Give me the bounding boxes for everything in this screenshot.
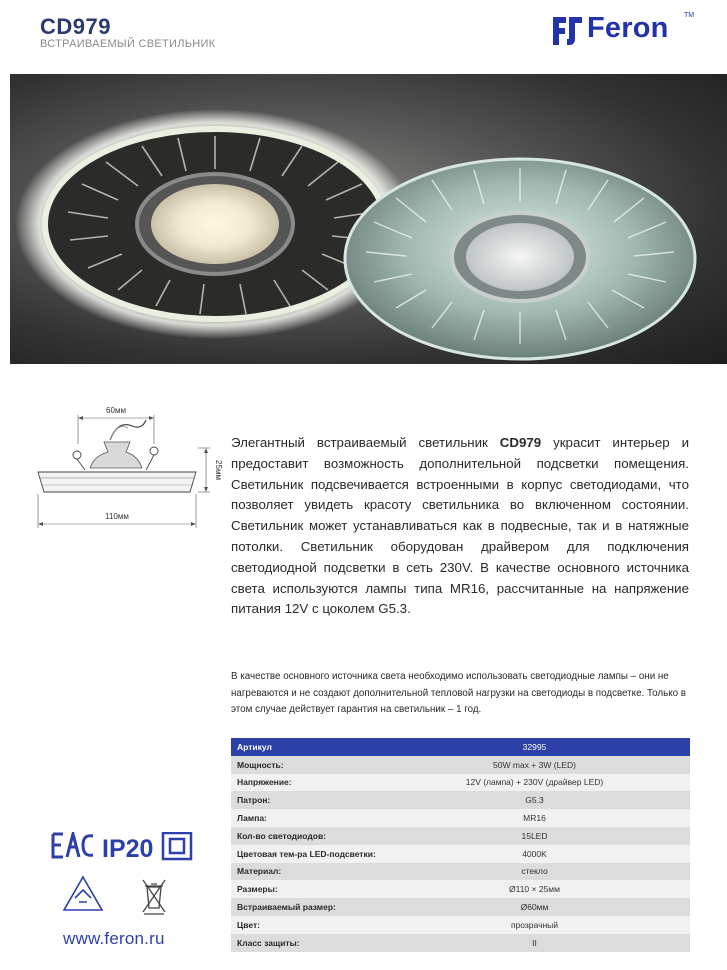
spec-label: Артикул (231, 738, 413, 756)
specs-row (231, 916, 690, 934)
spec-label: Размеры: (231, 880, 413, 898)
dim-label-25: 25мм (214, 460, 223, 480)
unlit-fixture (345, 159, 695, 359)
spec-value: 15LED (413, 827, 690, 845)
description-para1: украсит интерьер и предоставит возможность дополнительной подсветки помещения. Светильник подсвечивается встроенными в корпус светодиодами, что позволяет увидеть красоту светильника во включенном состоянии. (231, 435, 689, 513)
product-photo (10, 74, 727, 364)
spec-value: G5.3 (413, 791, 690, 809)
spec-value: MR16 (413, 809, 690, 827)
product-subtitle: ВСТРАИВАЕМЫЙ СВЕТИЛЬНИК (40, 38, 216, 50)
spec-value: Ø110 × 25мм (413, 880, 690, 898)
specs-row (231, 934, 690, 952)
spec-label: Встраиваемый размер: (231, 898, 413, 916)
specs-row (231, 845, 690, 863)
specs-row (231, 756, 690, 774)
spec-value: Ø60мм (413, 898, 690, 916)
warranty-note: В качестве основного источника света необходимо использовать светодиодные лампы – они не нагреваются и не создают дополнительной тепловой нагрузки на светодиоды в подсветке. Только в этом случае действует гарантия на светильник – 1 год. (231, 671, 686, 715)
spec-value: 50W max + 3W (LED) (413, 756, 690, 774)
spec-label: Кол-во светодиодов: (231, 827, 413, 845)
website-link[interactable]: www.feron.ru (63, 929, 165, 948)
eac-mark-icon (53, 834, 93, 857)
spec-value: прозрачный (413, 916, 690, 934)
spec-label: Напряжение: (231, 774, 413, 792)
dimension-diagram (30, 398, 230, 538)
specs-row (231, 791, 690, 809)
spec-label: Мощность: (231, 756, 413, 774)
trademark-sign: TM (684, 12, 695, 19)
specs-row (231, 827, 690, 845)
description-intro: Элегантный встраиваемый светильник (231, 435, 500, 450)
spec-label: Материал: (231, 863, 413, 881)
spec-value: 12V (лампа) + 230V (драйвер LED) (413, 774, 690, 792)
product-description (231, 433, 689, 620)
specs-row (231, 809, 690, 827)
surface-mount-triangle-icon (64, 877, 102, 910)
spec-value: стекло (413, 863, 690, 881)
specs-row (231, 863, 690, 881)
description-para2: Светильник может устанавливаться как в подвесные, так и в натяжные потолки. Светильник оборудован драйвером для подключения светодиодной подсветки в сеть 230V. В качестве основного источника света используются лампы типа MR16, рассчитанные на напряжение питания 12V с цоколем G5.3. (231, 518, 689, 617)
spec-label: Патрон: (231, 791, 413, 809)
page-header (0, 0, 727, 70)
specs-row (231, 738, 690, 756)
spec-label: Класс защиты: (231, 934, 413, 952)
dim-label-60: 60мм (106, 406, 126, 415)
spec-value: 32995 (413, 738, 690, 756)
specs-row (231, 774, 690, 792)
ip-rating-mark: IP20 (102, 835, 154, 863)
feron-logo (551, 8, 699, 52)
specs-row (231, 898, 690, 916)
specs-table (231, 738, 690, 952)
class-ii-icon (163, 833, 191, 859)
description-model: CD979 (499, 435, 542, 450)
spec-value: 4000K (413, 845, 690, 863)
feron-logo-text: Feron (587, 12, 669, 44)
feron-logo-mark-icon (551, 14, 585, 48)
specs-row (231, 880, 690, 898)
product-model: CD979 (40, 14, 111, 39)
spec-label: Лампа: (231, 809, 413, 827)
spec-label: Цветовая тем-ра LED-подсветки: (231, 845, 413, 863)
dim-label-110: 110мм (105, 512, 129, 521)
spec-value: II (413, 934, 690, 952)
certification-marks (50, 832, 200, 922)
weee-bin-icon (143, 880, 165, 914)
spec-label: Цвет: (231, 916, 413, 934)
